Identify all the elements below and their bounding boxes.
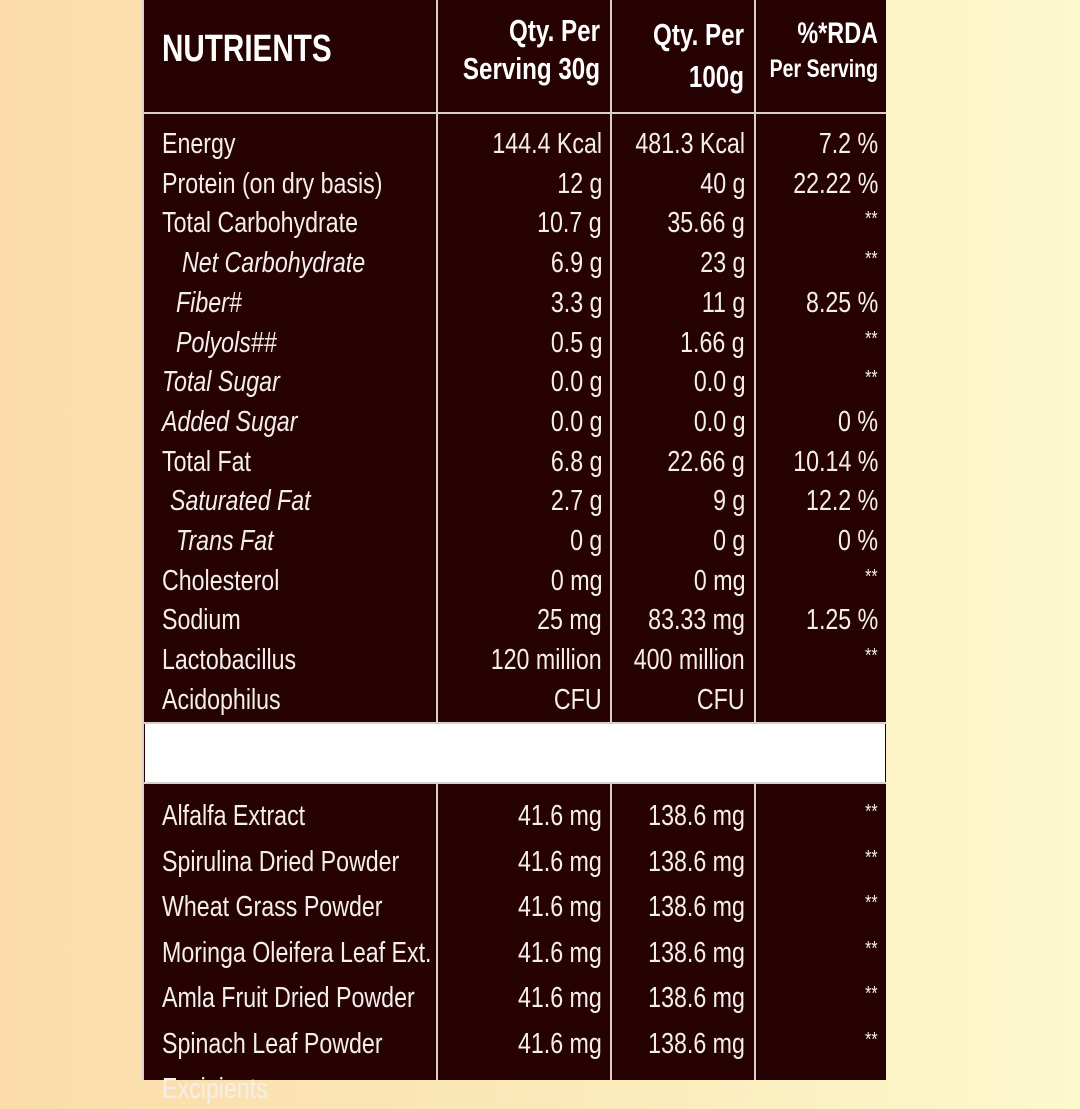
nutrient-name: Net Carbohydrate <box>182 247 366 280</box>
extract-qty-per-serving: 41.6 mg <box>518 936 602 969</box>
header-rda-line1: %*RDA <box>797 17 878 50</box>
nutrient-qty-per-serving: 0.0 g <box>550 366 602 399</box>
nutrition-facts-table <box>142 0 886 1105</box>
extract-qty-per-serving: 41.6 mg <box>518 845 602 878</box>
nutrient-name: Total Sugar <box>162 366 280 399</box>
nutrient-rda: ** <box>865 327 878 350</box>
nutrient-qty-per-serving: CFU <box>554 683 602 716</box>
nutrient-name: Fiber# <box>176 286 242 319</box>
nutrient-name: Added Sugar <box>162 405 298 438</box>
section-divider-bottom <box>144 782 886 784</box>
header-rda-line2: Per Serving <box>769 55 878 83</box>
extract-rda: ** <box>865 937 878 960</box>
extract-rda: ** <box>865 1028 878 1051</box>
extract-rda: ** <box>865 983 878 1005</box>
nutrient-qty-per-serving: 10.7 g <box>537 207 602 240</box>
nutrient-qty-per-serving: 6.8 g <box>550 445 602 478</box>
header-qty-per-100g <box>588 14 744 98</box>
extract-qty-per-100g: 138.6 mg <box>648 800 745 832</box>
nutrient-name: Energy <box>162 128 236 160</box>
nutrient-rda: 8.25 % <box>805 286 878 319</box>
extract-qty-per-100g: 138.6 mg <box>648 982 745 1014</box>
nutrient-qty-per-serving: 0.5 g <box>550 326 602 359</box>
nutrient-rda: ** <box>865 248 878 271</box>
nutrient-qty-per-serving: 6.9 g <box>550 247 602 280</box>
extract-qty-per-100g: 138.6 mg <box>648 1027 745 1060</box>
nutrient-rda: 0 % <box>838 405 878 438</box>
nutrient-qty-per-serving: 0 mg <box>550 564 602 597</box>
column-divider-1 <box>436 0 438 1080</box>
nutrient-name: Saturated Fat <box>170 485 311 518</box>
column-divider-3 <box>754 0 756 1080</box>
nutrient-name: Total Fat <box>162 445 251 478</box>
extract-name: Wheat Grass Powder <box>162 891 383 923</box>
nutrient-qty-per-100g: 9 g <box>712 485 745 518</box>
nutrient-rda: ** <box>865 367 878 390</box>
nutrient-rda: 12.2 % <box>805 485 878 518</box>
extract-name: Excipients <box>162 1073 268 1105</box>
extract-qty-per-serving: 41.6 mg <box>518 800 602 832</box>
nutrient-rda: ** <box>865 565 878 588</box>
header-qty-per-serving-line1: Qty. Per <box>509 13 600 48</box>
header-qty-per-serving <box>366 12 600 88</box>
left-border <box>142 0 144 1080</box>
extract-name: Spirulina Dried Powder <box>162 845 400 878</box>
extract-qty-per-serving: 41.6 mg <box>518 891 602 923</box>
nutrient-name: Lactobacillus <box>162 644 297 677</box>
extract-qty-per-serving: 41.6 mg <box>518 982 602 1014</box>
extract-rda: ** <box>865 846 878 869</box>
extract-rda: ** <box>865 801 878 823</box>
header-qty-per-100g-line2: 100g <box>688 59 744 94</box>
nutrient-rda: 22.22 % <box>792 167 878 200</box>
header-qty-per-serving-line2: Serving 30g <box>462 51 600 86</box>
nutrient-name: Cholesterol <box>162 564 280 597</box>
nutrient-qty-per-100g: 0 mg <box>693 564 745 597</box>
header-divider <box>144 112 886 114</box>
nutrient-name: Protein (on dry basis) <box>162 167 383 200</box>
nutrient-rda: 1.25 % <box>805 604 878 637</box>
header-qty-per-100g-line1: Qty. Per <box>653 17 744 52</box>
nutrient-rda: 7.2 % <box>818 128 878 160</box>
nutrient-name: Polyols## <box>176 326 277 359</box>
header-rda-per-serving <box>738 16 878 86</box>
column-divider-2 <box>610 0 612 1080</box>
nutrient-qty-per-serving: 3.3 g <box>550 286 602 319</box>
nutrient-qty-per-100g: 0 g <box>712 525 745 557</box>
nutrient-qty-per-100g: 22.66 g <box>667 445 745 478</box>
nutrient-qty-per-serving: 25 mg <box>537 604 602 637</box>
nutrient-qty-per-100g: 0.0 g <box>693 405 745 438</box>
nutrient-qty-per-100g: 400 million <box>634 644 745 677</box>
nutrient-qty-per-serving: 12 g <box>556 167 602 200</box>
nutrient-qty-per-100g: 23 g <box>699 247 745 280</box>
extract-name: Amla Fruit Dried Powder <box>162 982 415 1014</box>
nutrient-qty-per-100g: 35.66 g <box>667 207 745 240</box>
extract-name: Alfalfa Extract <box>162 800 306 832</box>
extract-name: Moringa Oleifera Leaf Ext. <box>162 936 432 969</box>
nutrient-qty-per-serving: 0.0 g <box>550 405 602 438</box>
nutrient-rda: ** <box>865 645 878 668</box>
extract-qty-per-100g: 138.6 mg <box>648 936 745 969</box>
nutrient-qty-per-100g: 11 g <box>701 286 745 319</box>
nutrient-rda: 10.14 % <box>792 445 878 478</box>
extract-qty-per-100g: 138.6 mg <box>648 845 745 878</box>
nutrient-qty-per-serving: 144.4 Kcal <box>492 128 602 160</box>
nutrient-name: Acidophilus <box>162 683 281 716</box>
nutrient-rda: 0 % <box>838 525 878 557</box>
nutrient-qty-per-serving: 2.7 g <box>550 485 602 518</box>
nutrient-name: Sodium <box>162 604 241 637</box>
nutrient-qty-per-serving: 120 million <box>491 644 602 677</box>
nutrient-qty-per-serving: 0 g <box>569 525 602 557</box>
extract-rda: ** <box>865 892 878 914</box>
nutrient-qty-per-100g: 0.0 g <box>693 366 745 399</box>
extract-name: Spinach Leaf Powder <box>162 1027 383 1060</box>
white-separator-band <box>145 724 885 782</box>
extract-qty-per-100g: 138.6 mg <box>648 891 745 923</box>
header-nutrients: NUTRIENTS <box>162 28 332 70</box>
nutrient-qty-per-100g: 481.3 Kcal <box>635 128 745 160</box>
nutrient-rda: ** <box>865 208 878 231</box>
nutrient-qty-per-100g: 40 g <box>699 167 745 200</box>
extract-qty-per-serving: 41.6 mg <box>518 1027 602 1060</box>
nutrient-qty-per-100g: 83.33 mg <box>648 604 745 637</box>
nutrient-name: Total Carbohydrate <box>162 207 359 240</box>
nutrient-qty-per-100g: CFU <box>697 683 745 716</box>
nutrient-name: Trans Fat <box>176 525 274 557</box>
nutrient-qty-per-100g: 1.66 g <box>680 326 745 359</box>
